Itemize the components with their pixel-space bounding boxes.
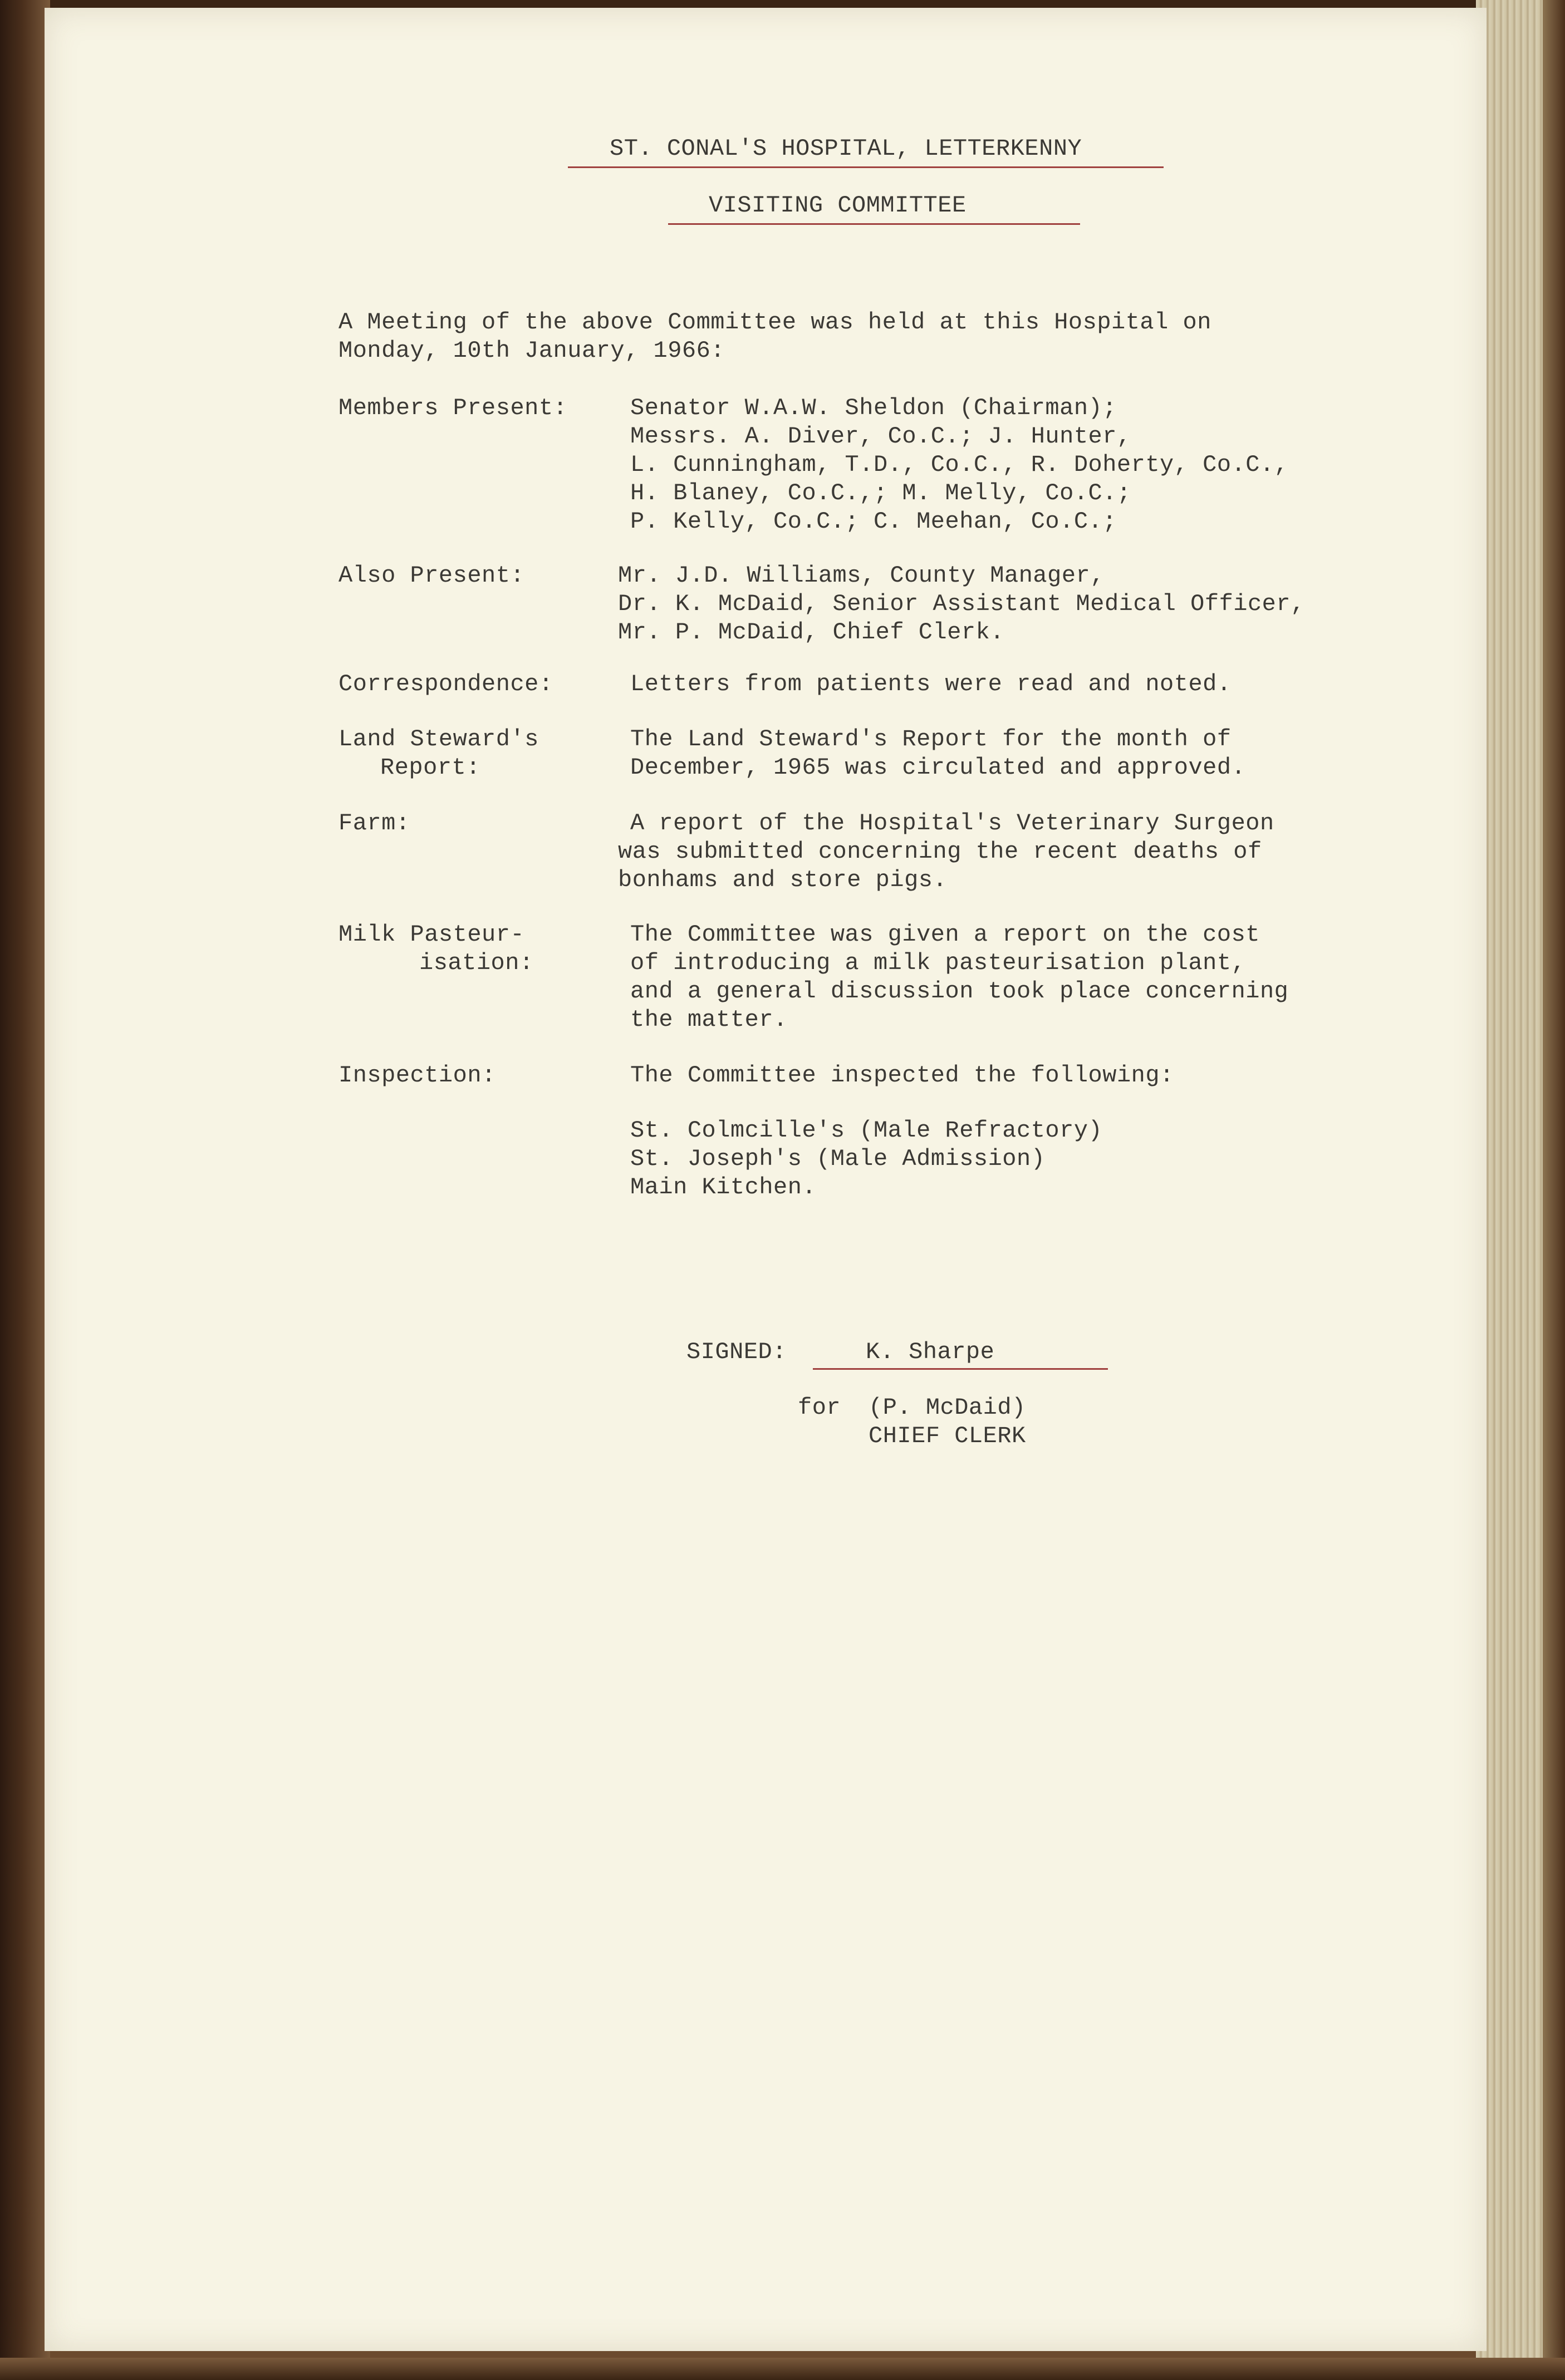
also-present-line: Mr. P. McDaid, Chief Clerk. <box>618 619 1005 646</box>
document-title: ST. CONAL'S HOSPITAL, LETTERKENNY <box>610 135 1082 162</box>
members-present-label: Members Present: <box>338 395 568 421</box>
milk-line: of introducing a milk pasteurisation plant, <box>630 950 1246 976</box>
farm-line: was submitted concerning the recent deaths of <box>618 838 1262 865</box>
land-steward-line: The Land Steward's Report for the month of <box>630 726 1232 753</box>
land-steward-line: December, 1965 was circulated and approved. <box>630 754 1246 781</box>
milk-label: Milk Pasteur- <box>338 921 525 948</box>
members-line: P. Kelly, Co.C.; C. Meehan, Co.C.; <box>630 508 1117 535</box>
inspection-label: Inspection: <box>338 1062 496 1089</box>
inspection-line: The Committee inspected the following: <box>630 1062 1174 1089</box>
document-page <box>45 8 1486 2351</box>
signatory-title: CHIEF CLERK <box>869 1423 1026 1449</box>
members-line: L. Cunningham, T.D., Co.C., R. Doherty, Co.C., <box>630 451 1289 478</box>
inspection-item: St. Joseph's (Male Admission) <box>630 1145 1046 1172</box>
intro-line: A Meeting of the above Committee was held at this Hospital on <box>338 309 1211 336</box>
on-behalf-name: (P. McDaid) <box>869 1394 1026 1421</box>
also-present-label: Also Present: <box>338 562 525 589</box>
inspection-item: Main Kitchen. <box>630 1174 817 1201</box>
signed-label: SIGNED: <box>686 1339 787 1365</box>
milk-line: The Committee was given a report on the cost <box>630 921 1260 948</box>
farm-label: Farm: <box>338 810 410 837</box>
also-present-line: Dr. K. McDaid, Senior Assistant Medical Officer, <box>618 591 1305 617</box>
farm-line: bonhams and store pigs. <box>618 867 948 893</box>
farm-line: A report of the Hospital's Veterinary Surgeon <box>630 810 1274 837</box>
land-steward-label: Report: <box>380 754 480 781</box>
land-steward-label: Land Steward's <box>338 726 539 753</box>
members-line: H. Blaney, Co.C.,; M. Melly, Co.C.; <box>630 480 1131 507</box>
document-subtitle: VISITING COMMITTEE <box>709 192 967 219</box>
signature-underline <box>813 1368 1108 1370</box>
intro-line: Monday, 10th January, 1966: <box>338 337 725 364</box>
milk-label: isation: <box>419 950 534 976</box>
inspection-item: St. Colmcille's (Male Refractory) <box>630 1117 1103 1144</box>
book-cover-edge <box>1543 0 1565 2380</box>
signatory-name: K. Sharpe <box>866 1339 995 1365</box>
title-underline <box>568 166 1164 168</box>
also-present-line: Mr. J.D. Williams, County Manager, <box>618 562 1105 589</box>
subtitle-underline <box>668 223 1080 225</box>
page-bottom-edge <box>0 2358 1565 2380</box>
milk-line: and a general discussion took place concerning <box>630 978 1289 1005</box>
page-top-edge <box>0 0 1565 8</box>
correspondence-label: Correspondence: <box>338 671 553 697</box>
correspondence-line: Letters from patients were read and noted. <box>630 671 1232 697</box>
book-binding <box>0 0 50 2380</box>
members-line: Messrs. A. Diver, Co.C.; J. Hunter, <box>630 423 1131 450</box>
for-label: for <box>798 1394 841 1421</box>
members-line: Senator W.A.W. Sheldon (Chairman); <box>630 395 1117 421</box>
milk-line: the matter. <box>630 1006 788 1033</box>
